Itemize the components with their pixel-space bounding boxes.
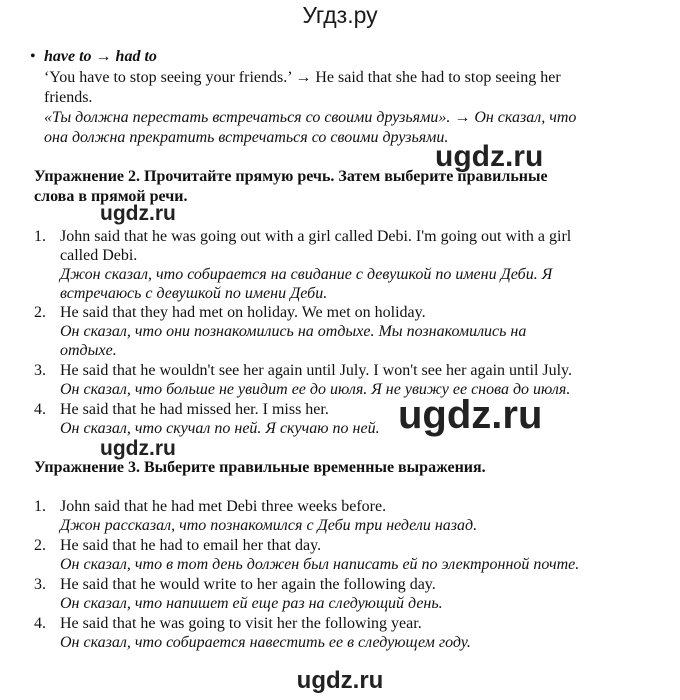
ex3-item-ru: Он сказал, что в тот день должен был написать ей по электронной почте.: [60, 556, 580, 573]
rule-example-en-1: ‘You have to stop seeing your friends.’ → He said that she had to stop seeing her: [44, 69, 561, 86]
rule-example-ru-1: «Ты должна перестать встречаться со своими друзьями». → Он сказал, что: [44, 109, 577, 126]
ex3-item-ru: Джон рассказал, что познакомился с Деби три недели назад.: [60, 517, 478, 534]
ex2-item-en: John said that he was going out with a girl called Debi. I'm going out with a girl: [60, 228, 572, 245]
ex2-item-en: He said that they had met on holiday. We met on holiday.: [60, 304, 426, 321]
ex3-item-en: John said that he had met Debi three weeks before.: [60, 498, 387, 515]
ex2-item-ru: Джон сказал, что собирается на свидание с девушкой по имени Деби. Я: [60, 266, 553, 283]
ex2-item-ru: Он сказал, что скучал по ней. Я скучаю по ней.: [60, 420, 380, 437]
rule-example-en-2: friends.: [44, 89, 93, 106]
ex3-item-ru: Он сказал, что собирается навестить ее в следующем году.: [60, 634, 471, 651]
rule-example-ru-2: она должна прекратить встречаться со своими друзьями.: [44, 129, 449, 146]
ex3-item-en: He said that he was going to visit her the following year.: [60, 615, 422, 632]
ex2-item-ru: отдыхе.: [60, 342, 117, 359]
ex2-heading-1: Упражнение 2. Прочитайте прямую речь. Затем выберите правильные: [34, 168, 548, 185]
ex2-item-number: 1.: [34, 228, 46, 245]
watermark: ugdz.ru: [398, 393, 543, 437]
ex3-heading: Упражнение 3. Выберите правильные временные выражения.: [34, 459, 486, 476]
ex2-item-en: He said that he had missed her. I miss her.: [60, 401, 329, 418]
ex3-item-number: 2.: [34, 537, 46, 554]
ex3-item-number: 4.: [34, 615, 46, 632]
ex3-item-number: 1.: [34, 498, 46, 515]
ex3-item-ru: Он сказал, что напишет ей еще раз на следующий день.: [60, 595, 443, 612]
watermark: ugdz.ru: [296, 667, 384, 694]
ex3-item-en: He said that he would write to her again the following day.: [60, 576, 436, 593]
watermark: ugdz.ru: [100, 202, 176, 225]
ex2-item-ru: Он сказал, что они познакомились на отдыхе. Мы познакомились на: [60, 323, 527, 340]
ex2-item-ru: встречаюсь с девушкой по имени Деби.: [60, 285, 328, 302]
ex2-item-en: He said that he wouldn't see her again until July. I won't see her again until July.: [60, 362, 573, 379]
ex2-item-en: called Debi.: [60, 247, 138, 264]
watermark: ugdz.ru: [100, 437, 176, 460]
watermark: ugdz.ru: [435, 140, 544, 173]
ex3-item-number: 3.: [34, 576, 46, 593]
ex2-item-number: 3.: [34, 362, 46, 379]
ex2-heading-2: слова в прямой речи.: [34, 188, 188, 205]
rule-title: have to → had to: [44, 48, 157, 65]
ex2-item-number: 4.: [34, 401, 46, 418]
bullet: •: [30, 48, 36, 65]
site-title: Угдз.ру: [302, 2, 378, 28]
ex2-item-ru: Он сказал, что больше не увидит ее до июля. Я не увижу ее снова до июля.: [60, 381, 571, 398]
ex3-item-en: He said that he had to email her that day.: [60, 537, 322, 554]
ex2-item-number: 2.: [34, 304, 46, 321]
